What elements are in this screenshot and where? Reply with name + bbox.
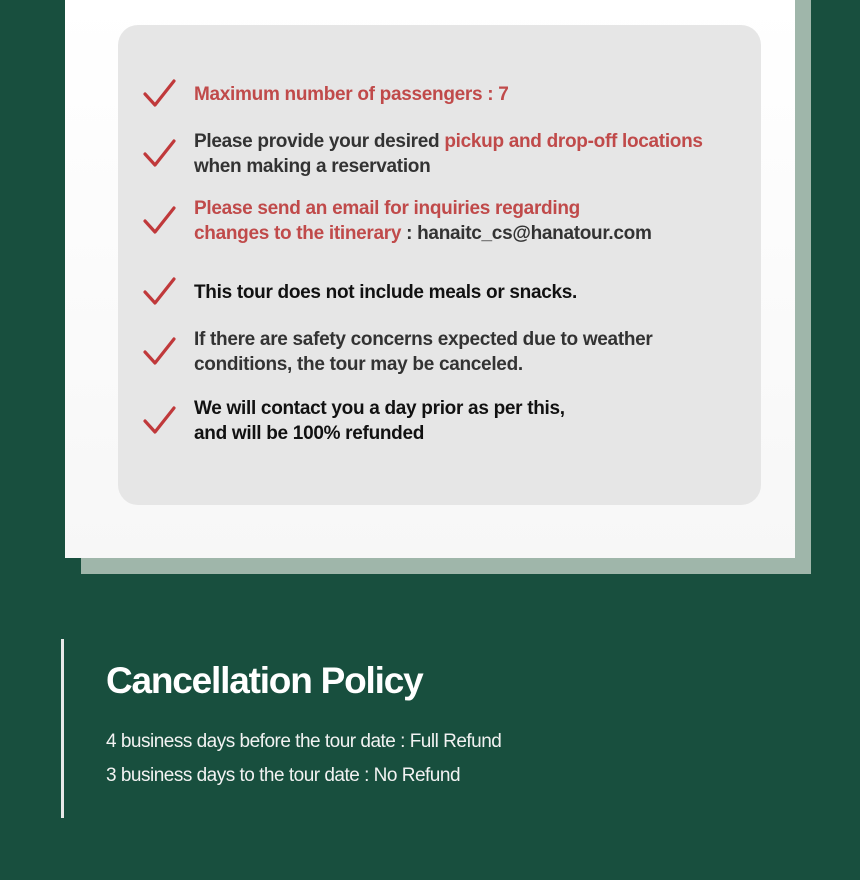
notice-text: Please send an email for inquiries regarding changes to the itinerary : hanaitc_cs@hanatour.com <box>194 198 652 244</box>
policy-line-full-refund: 4 business days before the tour date : Full Refund <box>106 731 502 752</box>
notice-text: If there are safety concerns expected due to weather conditions, the tour may be canceled. <box>194 329 653 375</box>
notice-item-weather <box>142 327 742 377</box>
notice-item-meals <box>142 275 742 309</box>
notice-text: We will contact you a day prior as per this, and will be 100% refunded <box>194 398 565 444</box>
notice-text: Maximum number of passengers : 7 <box>194 83 509 105</box>
notice-item-email <box>142 196 742 246</box>
notice-box <box>118 25 761 505</box>
email-address: : hanaitc_cs@hanatour.com <box>401 223 652 244</box>
notice-item-pickup <box>142 129 742 179</box>
notice-item-passengers <box>142 77 742 111</box>
notice-text: Please provide your desired pickup and drop-off locations when making a reservation <box>194 131 703 177</box>
check-icon <box>142 204 176 238</box>
check-icon <box>142 77 176 111</box>
notice-text: This tour does not include meals or snacks. <box>194 281 578 303</box>
check-icon <box>142 404 176 438</box>
notice-item-refund <box>142 396 742 446</box>
check-icon <box>142 275 176 309</box>
check-icon <box>142 137 176 171</box>
tour-info-card <box>65 0 795 558</box>
check-icon <box>142 335 176 369</box>
policy-line-no-refund: 3 business days to the tour date : No Refund <box>106 765 461 786</box>
policy-title: Cancellation Policy <box>106 660 423 701</box>
policy-divider <box>61 639 64 818</box>
